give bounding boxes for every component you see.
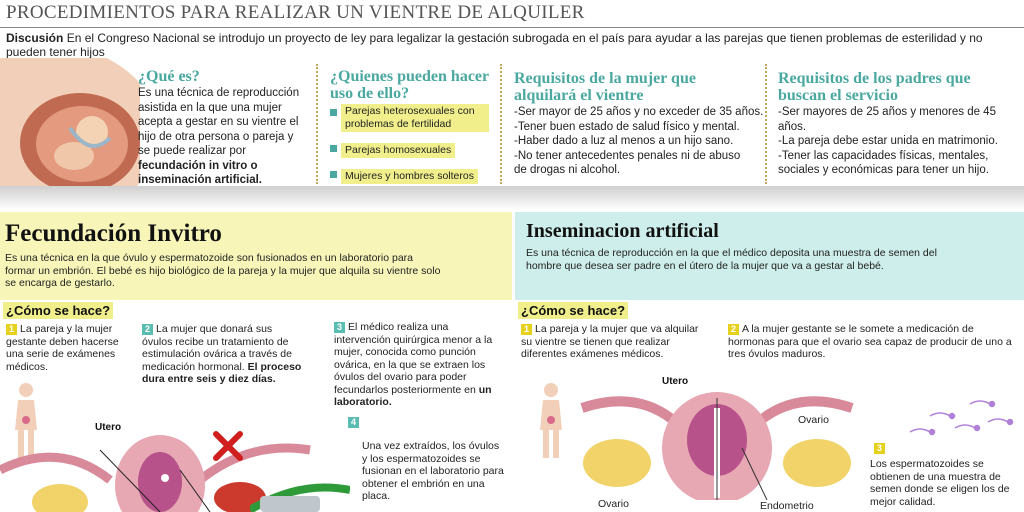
ia-step-3: Los espermatozoides se obtienen de una muestra de semen donde se eligen los de mejor calidad.	[870, 458, 1010, 508]
ia-ovario-label-right: Ovario	[798, 414, 829, 426]
discussion-paragraph	[6, 31, 1020, 59]
que-es-section	[138, 68, 308, 188]
ia-heading: Inseminacion artificial	[526, 220, 719, 242]
fiv-step-4: Una vez extraídos, los óvulos y los espermatozoides se fusionan en el laboratorio para obtener el embrión en una placa.	[362, 440, 504, 502]
ia-step-2-text: A la mujer gestante se le somete a medicación de hormonas para que el ovario sea capaz de producir de uno a tres óvulos maduros.	[728, 323, 1012, 360]
quienes-item-0	[330, 104, 500, 132]
cross-mark-icon	[210, 428, 246, 464]
step-number-badge: 1	[521, 324, 532, 335]
ia-ovario-label-left: Ovario	[598, 498, 629, 510]
bullet-square-icon	[330, 145, 337, 152]
fiv-step-2-bold: El proceso dura entre seis y diez días.	[142, 360, 302, 385]
column-divider-3	[765, 64, 767, 184]
fiv-heading: Fecundación Invitro	[5, 220, 222, 247]
quienes-item-label: Mujeres y hombres solteros	[341, 169, 478, 184]
req-mujer-section	[514, 70, 764, 178]
bullet-square-icon	[330, 109, 337, 116]
ia-step-3-badge	[874, 442, 888, 455]
bullet-square-icon	[330, 171, 337, 178]
req-padres-heading: Requisitos de los padres que buscan el servicio	[778, 70, 971, 104]
req-mujer-item: -Haber dado a luz al menos a un hijo sano.	[514, 135, 734, 147]
ia-step-2	[728, 323, 1013, 361]
req-mujer-heading: Requisitos de la mujer que alquilará el vientre	[514, 70, 696, 104]
ia-endometrio-label: Endometrio	[760, 500, 814, 512]
fiv-step-3-text: El médico realiza una intervención quirúrgica menor a la mujer, conocida como punción ovárica, en la que se extraen los óvulos del ovario para poder fecundarlos posteriormente en	[334, 321, 493, 396]
req-padres-item: -Tener las capacidades físicas, mentales, sociales y económicas para tener un hijo.	[778, 149, 989, 176]
step-number-badge: 2	[728, 324, 739, 335]
quienes-item-label: Parejas heterosexuales con problemas de fertilidad	[341, 104, 489, 132]
req-padres-section	[778, 70, 1024, 178]
fiv-intro: Es una técnica en la que óvulo y espermatozoide son fusionados en un laboratorio para formar un embrión. El bebé es hijo biológico de la pareja y la mujer que alquila su vientre solo se encarga de gestarlo.	[5, 252, 441, 289]
ia-step-1	[521, 323, 706, 361]
que-es-text	[138, 86, 308, 188]
fiv-step-1-text: La pareja y la mujer gestante deben hacerse una serie de exámenes médicos.	[6, 323, 119, 373]
step-number-badge: 4	[348, 417, 359, 428]
woman-figure-icon	[531, 380, 571, 460]
quienes-section	[330, 68, 500, 184]
sperm-cells-illustration	[900, 392, 1020, 442]
step-number-badge: 3	[874, 443, 885, 454]
req-mujer-item: -Tener buen estado de salud físico y mental.	[514, 120, 740, 133]
page-title: PROCEDIMIENTOS PARA REALIZAR UN VIENTRE DE ALQUILER	[6, 2, 585, 23]
ia-intro: Es una técnica de reproducción en la que el médico deposita una muestra de semen del hombre que desea ser padre en el útero de la mujer que va a gestar al bebé.	[526, 247, 937, 272]
lab-dish-illustration	[250, 470, 350, 512]
discussion-text: En el Congreso Nacional se introdujo un proyecto de ley para legalizar la gestación subrogada en el país para ayudar a las parejas que tienen problemas de esterilidad y no pueden tener hijos	[6, 31, 983, 59]
pregnancy-illustration	[0, 58, 140, 193]
ia-utero-label: Utero	[662, 376, 689, 387]
column-divider-1	[316, 64, 318, 184]
fiv-step-2-text: La mujer que donará sus óvulos recibe un tratamiento de estimulación ovárica a través de medicación hormonal.	[142, 323, 292, 373]
que-es-bold: fecundación in vitro o inseminación artificial.	[138, 159, 262, 186]
ia-como-heading: ¿Cómo se hace?	[518, 302, 628, 319]
title-divider	[0, 27, 1024, 28]
band-shadow	[0, 186, 1024, 210]
quienes-item-label: Parejas homosexuales	[341, 143, 455, 158]
ia-uterus-illustration	[572, 388, 862, 500]
req-padres-item: -Ser mayores de 25 años y menores de 45 años.	[778, 106, 996, 133]
quienes-item-2	[330, 166, 500, 184]
column-divider-2	[500, 64, 502, 184]
discussion-label: Discusión	[6, 31, 64, 45]
quienes-item-1	[330, 140, 500, 158]
fiv-utero-label: Utero	[95, 422, 122, 433]
step-number-badge: 3	[334, 322, 345, 333]
ia-step-1-text: La pareja y la mujer que va alquilar su vientre se tienen que realizar diferentes exámenes médicos.	[521, 323, 699, 360]
req-mujer-item: -Ser mayor de 25 años y no exceder de 35 años.	[514, 106, 764, 118]
fiv-step-1	[6, 323, 126, 373]
fiv-step-4-badge	[348, 416, 362, 429]
que-es-body: Es una técnica de reproducción asistida en la que una mujer acepta a gestar en su vientre el hijo de otra persona o pareja y se puede realizar por	[138, 87, 300, 157]
req-mujer-item: -No tener antecedentes penales ni de abuso de drogas ni alcohol.	[514, 149, 741, 176]
que-es-heading: ¿Qué es?	[138, 68, 200, 85]
step-number-badge: 2	[142, 324, 153, 335]
quienes-heading: ¿Quienes pueden hacer uso de ello?	[330, 68, 489, 102]
fiv-como-heading: ¿Cómo se hace?	[3, 302, 113, 319]
panel-divider	[512, 212, 515, 512]
fiv-step-3	[334, 321, 504, 409]
fiv-step-3-bold: un laboratorio.	[334, 383, 492, 408]
req-padres-item: -La pareja debe estar unida en matrimonio.	[778, 135, 998, 147]
step-number-badge: 1	[6, 324, 17, 335]
fiv-step-2	[142, 323, 302, 386]
